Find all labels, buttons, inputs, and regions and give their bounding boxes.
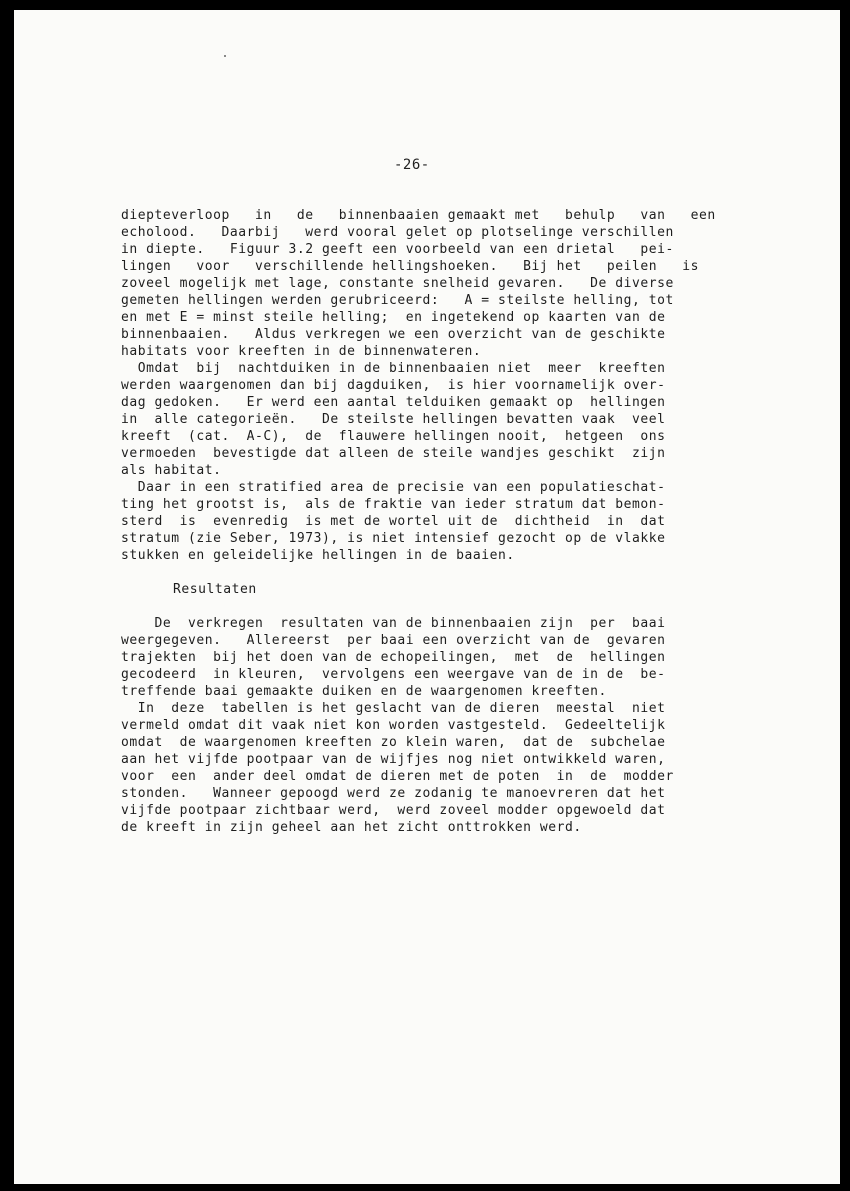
text-line: en met E = minst steile helling; en ingetekend op kaarten van de [121,310,666,325]
punch-hole [4,859,11,881]
text-line: omdat de waargenomen kreeften zo klein waren, dat de subchelae [121,735,666,750]
text-line: gemeten hellingen werden gerubriceerd: A = steilste helling, tot [121,293,674,308]
punch-hole [4,1029,11,1051]
text-line: Omdat bij nachtduiken in de binnenbaaien niet meer kreeften [121,361,666,376]
punch-hole [4,125,11,147]
paragraph-echolood [121,207,801,360]
text-line: zoveel mogelijk met lage, constante snelheid gevaren. De diverse [121,276,674,291]
punch-hole [4,972,11,994]
text-line: stukken en geleidelijke hellingen in de baaien. [121,548,515,563]
punch-hole [4,1085,11,1107]
punch-hole [4,181,11,203]
text-line: als habitat. [121,463,222,478]
text-line: de kreeft in zijn geheel aan het zicht onttrokken werd. [121,820,582,835]
text-line: werden waargenomen dan bij dagduiken, is hier voornamelijk over- [121,378,666,393]
text-line: in diepte. Figuur 3.2 geeft een voorbeeld van een drietal pei- [121,242,674,257]
text-line: echolood. Daarbij werd vooral gelet op plotselinge verschillen [121,225,674,240]
text-line: De verkregen resultaten van de binnenbaaien zijn per baai [121,616,666,631]
text-line: habitats voor kreeften in de binnenwateren. [121,344,482,359]
spacer [121,598,801,615]
text-line: vermoeden bevestigde dat alleen de steile wandjes geschikt zijn [121,446,666,461]
text-line: stonden. Wanneer gepoogd werd ze zodanig te manoevreren dat het [121,786,666,801]
binding-holes [0,0,14,1191]
punch-hole [4,803,11,825]
paragraph-resultaten [121,615,801,700]
punch-hole [4,633,11,655]
speck-mark [224,55,226,57]
text-line: treffende baai gemaakte duiken en de waargenomen kreeften. [121,684,607,699]
text-line: diepteverloop in de binnenbaaien gemaakt met behulp van een [121,208,716,223]
paragraph-tabellen [121,700,801,836]
punch-hole [4,746,11,768]
page-number: -26- [394,157,430,173]
text-line: trajekten bij het doen van de echopeilingen, met de hellingen [121,650,666,665]
text-line: lingen voor verschillende hellingshoeken. Bij het peilen is [121,259,699,274]
punch-hole [4,12,11,34]
text-line: Daar in een stratified area de precisie van een populatieschat- [121,480,666,495]
text-line: stratum (zie Seber, 1973), is niet intensief gezocht op de vlakke [121,531,666,546]
body-text [121,207,801,836]
punch-hole [4,520,11,542]
punch-hole [4,407,11,429]
text-line: In deze tabellen is het geslacht van de dieren meestal niet [121,701,666,716]
document-page [14,10,840,1184]
paragraph-nachtduiken [121,360,801,479]
punch-hole [4,1142,11,1164]
punch-hole [4,294,11,316]
text-line: vermeld omdat dit vaak niet kon worden vastgesteld. Gedeeltelijk [121,718,666,733]
punch-hole [4,68,11,90]
punch-hole [4,464,11,486]
text-line: binnenbaaien. Aldus verkregen we een overzicht van de geschikte [121,327,666,342]
punch-hole [4,238,11,260]
text-line: vijfde pootpaar zichtbaar werd, werd zoveel modder opgewoeld dat [121,803,666,818]
punch-hole [4,351,11,373]
text-line: dag gedoken. Er werd een aantal telduiken gemaakt op hellingen [121,395,666,410]
spacer [121,564,801,581]
punch-hole [4,916,11,938]
punch-hole [4,690,11,712]
text-line: sterd is evenredig is met de wortel uit de dichtheid in dat [121,514,666,529]
text-line: weergegeven. Allereerst per baai een overzicht van de gevaren [121,633,666,648]
section-heading: Resultaten [173,582,257,597]
paragraph-stratified [121,479,801,564]
text-line: kreeft (cat. A-C), de flauwere hellingen nooit, hetgeen ons [121,429,666,444]
text-line: voor een ander deel omdat de dieren met de poten in de modder [121,769,674,784]
punch-hole [4,577,11,599]
text-line: in alle categorieën. De steilste hellingen bevatten vaak veel [121,412,666,427]
text-line: aan het vijfde pootpaar van de wijfjes nog niet ontwikkeld waren, [121,752,666,767]
text-line: ting het grootst is, als de fraktie van ieder stratum dat bemon- [121,497,666,512]
text-line: gecodeerd in kleuren, vervolgens een weergave van de in de be- [121,667,666,682]
